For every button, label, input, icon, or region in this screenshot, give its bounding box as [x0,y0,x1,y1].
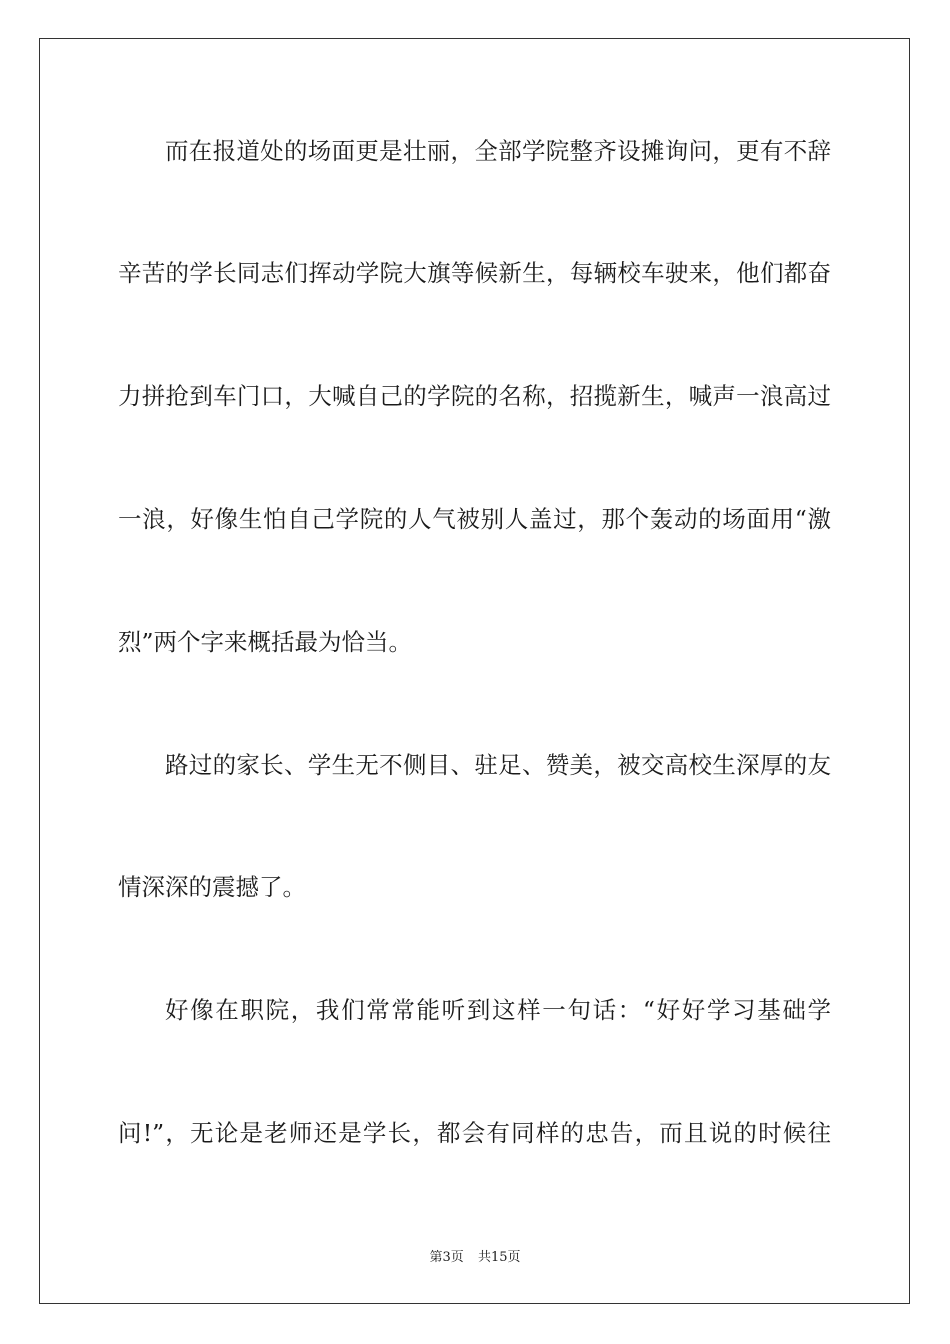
paragraph-line: 力拼抢到车门口，大喊自己的学院的名称，招揽新生，喊声一浪高过 [118,382,831,410]
page-total: 共15页 [477,1250,521,1265]
paragraph-line: 烈”两个字来概括最为恰当。 [118,628,413,656]
paragraph-line: 好像在职院，我们常常能听到这样一句话：“好好学习基础学 [165,996,831,1024]
paragraph-line: 情深深的震撼了。 [118,873,306,901]
paragraph-line: 问!”，无论是老师还是学长，都会有同样的忠告，而且说的时候往 [118,1119,831,1147]
page-frame [39,38,910,1304]
paragraph-line: 辛苦的学长同志们挥动学院大旗等候新生，每辆校车驶来，他们都奋 [118,259,831,287]
paragraph-line: 而在报道处的场面更是壮丽，全部学院整齐设摊询问，更有不辞 [165,137,831,165]
page-number: 第3页 [429,1250,464,1265]
page-footer [0,1246,950,1265]
paragraph-line: 一浪，好像生怕自己学院的人气被别人盖过，那个轰动的场面用“激 [118,505,831,533]
paragraph-line: 路过的家长、学生无不侧目、驻足、赞美，被交高校生深厚的友 [165,751,831,779]
